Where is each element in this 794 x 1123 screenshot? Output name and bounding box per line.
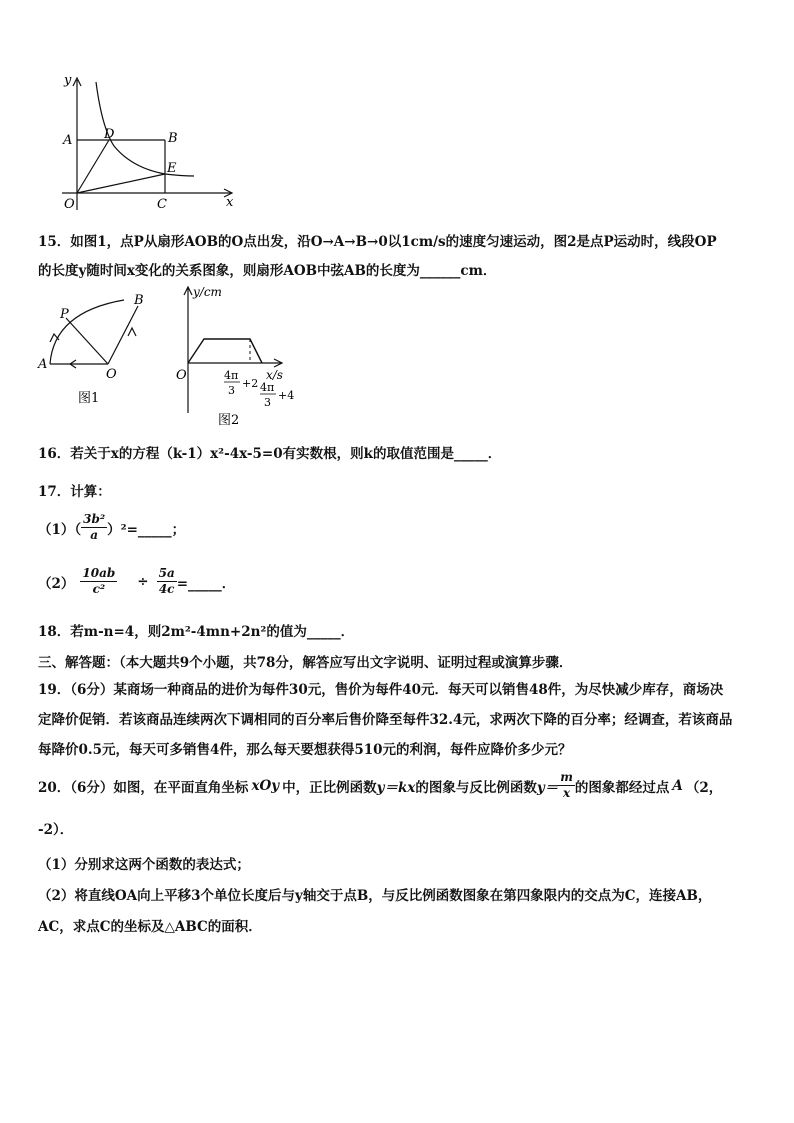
- x-axis-label: x: [226, 195, 234, 210]
- q18-text: 18．若m-n=4，则2m²-4mn+2n²的值为_____．: [38, 624, 355, 640]
- fig1-label-o: O: [106, 367, 117, 382]
- fig2-x-label: x/s: [266, 368, 283, 382]
- q20-frac-num: m: [560, 770, 573, 784]
- q17-p1-num: 3b²: [83, 512, 106, 526]
- q20-text-a: 20．（6分）如图，在平面直角坐标: [38, 779, 249, 796]
- section3-heading: 三、解答题：（本大题共9个小题，共78分，解答应写出文字说明、证明过程或演算步骤．: [38, 655, 573, 671]
- y-axis-label: y: [64, 73, 72, 88]
- q19-line1: 19．（6分）某商场一种商品的进价为每件30元，售价为每件40元．每天可以销售48件，为尽快减少库存，商场决: [38, 682, 724, 698]
- q17-p2-fraction2: [157, 566, 177, 597]
- q17-part1: [38, 512, 185, 543]
- q17-p1-den: a: [90, 528, 99, 542]
- q17-p2-num2: 5a: [158, 566, 175, 580]
- q20-point-a: A: [672, 777, 683, 794]
- q19-line3: 每降价0.5元，每天可多销售4件，那么每天要想获得510元的利润，每件应降价多少元？: [38, 742, 572, 758]
- q20-fraction: [558, 770, 575, 801]
- q20-frac-den: x: [562, 786, 571, 800]
- q17-p2-num1: 10ab: [82, 566, 116, 580]
- q17-p2-op: ÷: [137, 573, 149, 590]
- label-a: A: [63, 133, 73, 148]
- q17-p1-tail: ）²=_____；: [107, 521, 186, 538]
- label-b: B: [168, 131, 178, 146]
- fig2-tick2-den: 3: [264, 396, 271, 409]
- q20-xoy: xOy: [251, 777, 280, 794]
- fig2-tick2-num: 4π: [260, 381, 275, 394]
- q20-sub2-line1: （2）将直线OA向上平移3个单位长度后与y轴交于点B，与反比例函数图象在第四象限内的交点为C，连接AB，: [38, 888, 712, 904]
- q20-text-b: 中，正比例函数: [282, 779, 377, 796]
- q20-text-e: （2，: [685, 779, 723, 796]
- fig2-caption: 图2: [218, 413, 240, 428]
- fig1-label-b: B: [134, 293, 144, 308]
- q20-line2: -2）．: [38, 822, 74, 838]
- q20-f2: y＝: [536, 779, 559, 796]
- q17-p1-fraction: [81, 512, 107, 543]
- q20-text-d: 的图象都经过点: [574, 779, 670, 796]
- q19-line2: 定降价促销．若该商品连续两次下调相同的百分率后售价降至每件32.4元，求两次下降的百分率；经调查，若该商品: [38, 712, 733, 728]
- q15-figure1: [36, 290, 156, 408]
- fig2-y-label: y/cm: [193, 285, 222, 299]
- fig2-tick1-den: 3: [228, 384, 235, 397]
- q20-text-c: 的图象与反比例函数: [415, 779, 537, 796]
- q20-f1: y＝kx: [376, 779, 416, 796]
- fig1-label-a: A: [38, 357, 48, 372]
- top-figure: [52, 68, 242, 218]
- fig2-label-o: O: [176, 368, 187, 383]
- q17-p2-tail: =_____．: [176, 575, 236, 592]
- fig2-tick2-suffix: +4: [278, 389, 295, 402]
- q15-line1: 15．如图1，点P从扇形AOB的O点出发，沿O→A→B→0以1cm/s的速度匀速运动，图2是点P运动时，线段OP: [38, 234, 717, 250]
- q20-sub2-line2: AC，求点C的坐标及△ABC的面积．: [38, 919, 262, 935]
- label-o: O: [64, 197, 75, 212]
- q20-sub1: （1）分别求这两个函数的表达式；: [38, 857, 250, 873]
- fig2-tick1-suffix: +2: [242, 377, 259, 390]
- q20-line1: [38, 770, 722, 801]
- label-e: E: [167, 161, 177, 176]
- q17-title: 17．计算：: [38, 484, 111, 500]
- q16-text: 16．若关于x的方程（k-1）x²-4x-5=0有实数根，则k的取值范围是_____．: [38, 446, 502, 462]
- q17-p2-den1: c²: [92, 582, 106, 596]
- q15-figure2: [158, 283, 306, 428]
- q17-p1-label: （1）（: [38, 521, 82, 538]
- label-c: C: [157, 197, 167, 212]
- label-d: D: [104, 127, 115, 142]
- q17-p2-den2: 4c: [158, 582, 175, 596]
- q15-line2: 的长度y随时间x变化的关系图象，则扇形AOB中弦AB的长度为______cm．: [38, 263, 497, 279]
- q17-p2-label: （2）: [38, 575, 75, 592]
- fig1-label-p: P: [60, 307, 69, 322]
- fig2-tick1-num: 4π: [224, 369, 239, 382]
- q17-part2: [38, 566, 235, 597]
- q17-p2-fraction1: [80, 566, 117, 597]
- fig1-caption: 图1: [78, 391, 100, 406]
